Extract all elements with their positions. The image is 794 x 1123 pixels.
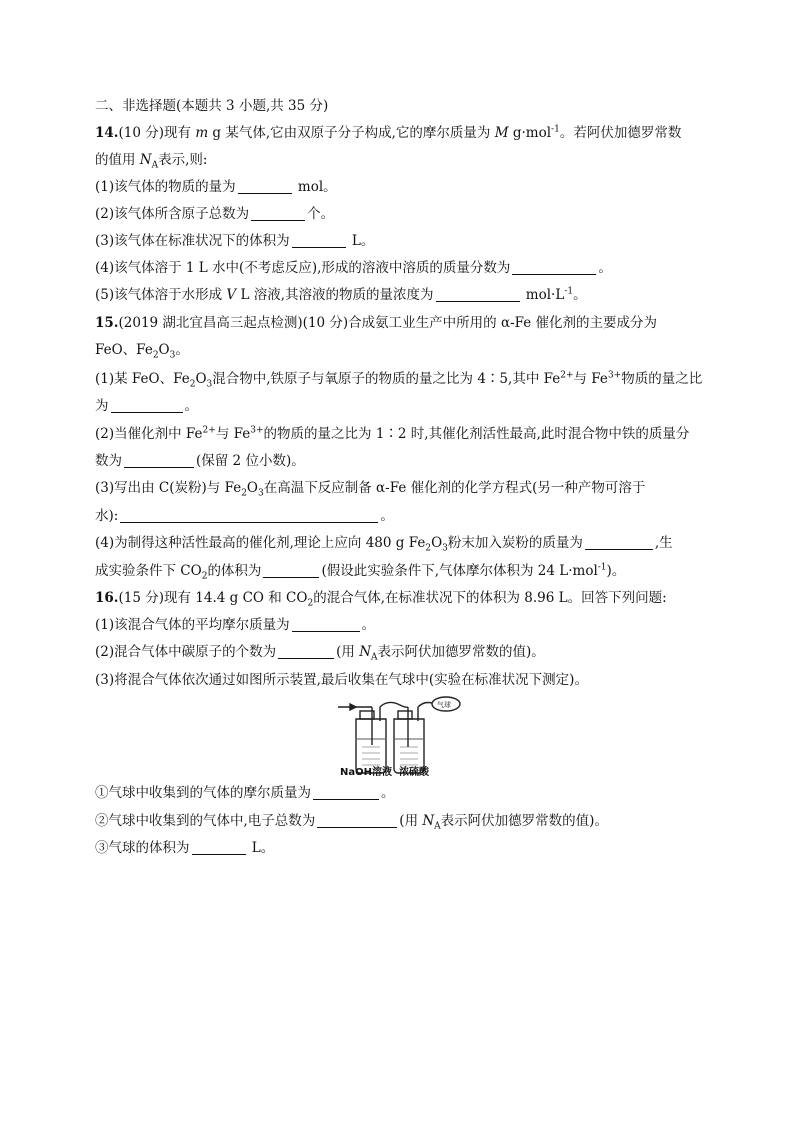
q16-part2 [95, 643, 545, 661]
q14-sup: -1 [564, 286, 574, 297]
answer-blank[interactable] [317, 813, 397, 828]
q14-part5-text: (5)该气体溶于水形成 [95, 287, 227, 303]
q14-part5 [95, 286, 587, 304]
q16-text: 的混合气体,在标准状况下的体积为 8.96 L。回答下列问题: [313, 590, 667, 606]
q15-sup: 2+ [202, 425, 216, 436]
q15-text: 混合物中,铁原子与氧原子的物质的量之比为 4∶5,其中 Fe [212, 371, 561, 387]
q14-sub: A [151, 160, 159, 171]
q15-text: 与 Fe [215, 426, 251, 442]
answer-blank[interactable] [263, 563, 319, 578]
q14-part5-unit: mol·L [521, 287, 565, 303]
q16-text: (1)该混合气体的平均摩尔质量为 [95, 617, 290, 633]
q15-sub: 3 [206, 379, 213, 390]
q16-stem [95, 589, 667, 607]
q16-part3: (3)将混合气体依次通过如图所示装置,最后收集在气球中(实验在标准状况下测定)。 [95, 672, 588, 688]
q16-text: 。 [381, 785, 395, 801]
q16-sub: A [434, 821, 441, 832]
balloon-tube [418, 703, 432, 708]
connecting-tube [380, 702, 408, 707]
q14-part4-end: 。 [598, 260, 612, 276]
q15-sup: 3+ [250, 425, 264, 436]
q14-text: 现有 [164, 125, 196, 141]
q15-text: O [195, 371, 207, 387]
q15-sub: 2 [241, 488, 247, 499]
q15-number: 15. [95, 315, 119, 331]
q16-text: 表示阿伏加德罗常数的值)。 [440, 813, 608, 829]
q14-text: 表示,则: [158, 152, 208, 168]
answer-blank[interactable] [251, 206, 305, 221]
q15-text: (2)当催化剂中 Fe [95, 426, 203, 442]
q14-stem-line2 [95, 151, 207, 169]
q16-number: 16. [95, 590, 119, 606]
answer-blank[interactable] [124, 453, 194, 468]
q14-part5-end: 。 [573, 287, 587, 303]
q15-text: (2019 湖北宜昌高三起点检测)(10 分)合成氨工业生产中所用的 α-Fe 催化剂的主要成分为 [118, 315, 658, 331]
q14-part5-text: L 溶液,其溶液的物质的量浓度为 [236, 287, 434, 303]
balloon-label: 气球 [437, 701, 451, 709]
q14-number: 14. [95, 125, 119, 141]
q14-part4-text: (4)该气体溶于 1 L 水中(不考虑反应),形成的溶液中溶质的质量分数为 [95, 260, 511, 276]
q14-part1-unit: mol。 [293, 179, 337, 195]
q15-part3-line2 [95, 507, 394, 525]
answer-blank[interactable] [436, 287, 520, 302]
answer-blank[interactable] [120, 508, 378, 523]
q16-text: ②气球中收集到的气体中,电子总数为 [95, 813, 316, 829]
q14-part4 [95, 259, 612, 277]
q15-sub: 3 [258, 488, 264, 499]
q15-text: 的物质的量之比为 1∶2 时,其催化剂活性最高,此时混合物中铁的质量分 [263, 426, 690, 442]
q14-part2-text: (2)该气体所含原子总数为 [95, 206, 250, 222]
q15-sup: 2+ [560, 370, 574, 381]
q15-text: 物质的量之比 [621, 371, 703, 387]
q15-part4-line2 [95, 562, 625, 580]
q15-text: 为 [95, 398, 109, 414]
q15-sub: 2 [201, 571, 208, 582]
q15-text: 粉末加入炭粉的质量为 [447, 535, 583, 551]
q15-part2-line1 [95, 425, 689, 443]
answer-blank[interactable] [512, 260, 596, 275]
q15-text: (假设此实验条件下,气体摩尔体积为 24 L·mol [321, 563, 598, 579]
q16-text: ③气球的体积为 [95, 840, 190, 856]
q14-sup: -1 [551, 124, 560, 135]
q16-text: (2)混合气体中碳原子的个数为 [95, 644, 277, 660]
answer-blank[interactable] [292, 617, 360, 632]
q15-sub: 2 [189, 379, 196, 390]
q14-var-M: M [494, 125, 509, 141]
q15-sub: 3 [442, 543, 448, 554]
q14-part1-text: (1)该气体的物质的量为 [95, 179, 236, 195]
q15-text: 。 [175, 342, 189, 358]
q14-var-m: m [195, 125, 209, 141]
q16-text: L。 [247, 840, 275, 856]
q15-sub: 2 [425, 543, 432, 554]
q15-part3-line1 [95, 479, 645, 497]
q15-text: (3)写出由 C(炭粉)与 Fe [95, 480, 242, 496]
q15-text: 水): [95, 508, 119, 524]
q15-sup: 3+ [607, 370, 622, 381]
q15-text: O [158, 342, 170, 358]
q15-text: ,生 [654, 535, 673, 551]
q15-part4-line1 [95, 534, 673, 552]
section-title: 二、非选择题(本题共 3 小题,共 35 分) [95, 98, 329, 114]
q15-part1-line2 [95, 397, 198, 415]
q14-part2-unit: 个。 [307, 206, 335, 222]
q14-part2 [95, 205, 334, 223]
q15-text: 数为 [95, 453, 122, 469]
q16-sub3 [95, 839, 274, 857]
q14-var-NA: N [139, 152, 152, 168]
q15-part2-line2 [95, 452, 305, 470]
q14-part1 [95, 178, 337, 196]
q14-var-V: V [226, 287, 237, 303]
q15-text: FeO、Fe [95, 342, 153, 358]
q14-points: (10 分) [118, 125, 165, 141]
q15-text: 在高温下反应制备 α-Fe 催化剂的化学方程式(另一种产物可溶于 [263, 480, 646, 496]
q14-part3 [95, 232, 374, 250]
answer-blank[interactable] [238, 179, 292, 194]
q16-sub: 2 [307, 598, 314, 609]
q15-text: 。 [184, 398, 198, 414]
flow-arrow-icon [350, 704, 356, 710]
answer-blank[interactable] [585, 535, 653, 550]
q14-part3-unit: L。 [347, 233, 375, 249]
answer-blank[interactable] [313, 785, 379, 800]
q15-stem-line1 [95, 314, 657, 332]
answer-blank[interactable] [192, 840, 246, 855]
answer-blank[interactable] [278, 644, 334, 659]
q16-text: (15 分)现有 14.4 g CO 和 CO [118, 590, 308, 606]
q15-text: (保留 2 位小数)。 [196, 453, 305, 469]
q15-text: 。 [380, 508, 394, 524]
bottle2-stopper [398, 711, 412, 719]
q15-text: O [431, 535, 443, 551]
q14-part3-text: (3)该气体在标准状况下的体积为 [95, 233, 290, 249]
q16-text: 表示阿伏加德罗常数的值)。 [377, 644, 545, 660]
q15-text: 与 Fe [573, 371, 608, 387]
q16-sub2 [95, 812, 608, 830]
q16-text: ①气球中收集到的气体的摩尔质量为 [95, 785, 311, 801]
figure-label-acid: 浓硫酸 [399, 767, 429, 778]
q14-text: g 某气体,它由双原子分子构成,它的摩尔质量为 [208, 125, 495, 141]
q15-part1-line1 [95, 370, 702, 388]
q16-sub1 [95, 784, 395, 802]
answer-blank[interactable] [292, 233, 346, 248]
q15-sup: -1 [597, 562, 607, 573]
q14-text: 的值用 [95, 152, 140, 168]
q15-text: 的体积为 [207, 563, 262, 579]
q15-text: 成实验条件下 CO [95, 563, 202, 579]
q14-text: g·mol [508, 125, 552, 141]
q15-text: )。 [606, 563, 626, 579]
q16-text: (用 [399, 813, 423, 829]
q15-sub: 3 [169, 350, 176, 361]
q16-text: (用 [336, 644, 360, 660]
q15-stem-line2 [95, 341, 189, 359]
q16-var-NA: N [422, 813, 435, 829]
q16-part1 [95, 616, 375, 634]
q15-text: (4)为制得这种活性最高的催化剂,理论上应向 480 g Fe [95, 535, 426, 551]
q14-text: 。若阿伏加德罗常数 [559, 125, 682, 141]
q16-sub: A [371, 652, 378, 663]
q15-text: O [246, 480, 258, 496]
answer-blank[interactable] [111, 398, 183, 413]
q16-text: 。 [361, 617, 376, 633]
q14-stem-line1 [95, 124, 681, 142]
q15-sub: 2 [152, 350, 159, 361]
figure-label-naoh: NaOH溶液 [340, 767, 392, 778]
q16-var-NA: N [359, 644, 371, 660]
q15-text: (1)某 FeO、Fe [95, 371, 190, 387]
